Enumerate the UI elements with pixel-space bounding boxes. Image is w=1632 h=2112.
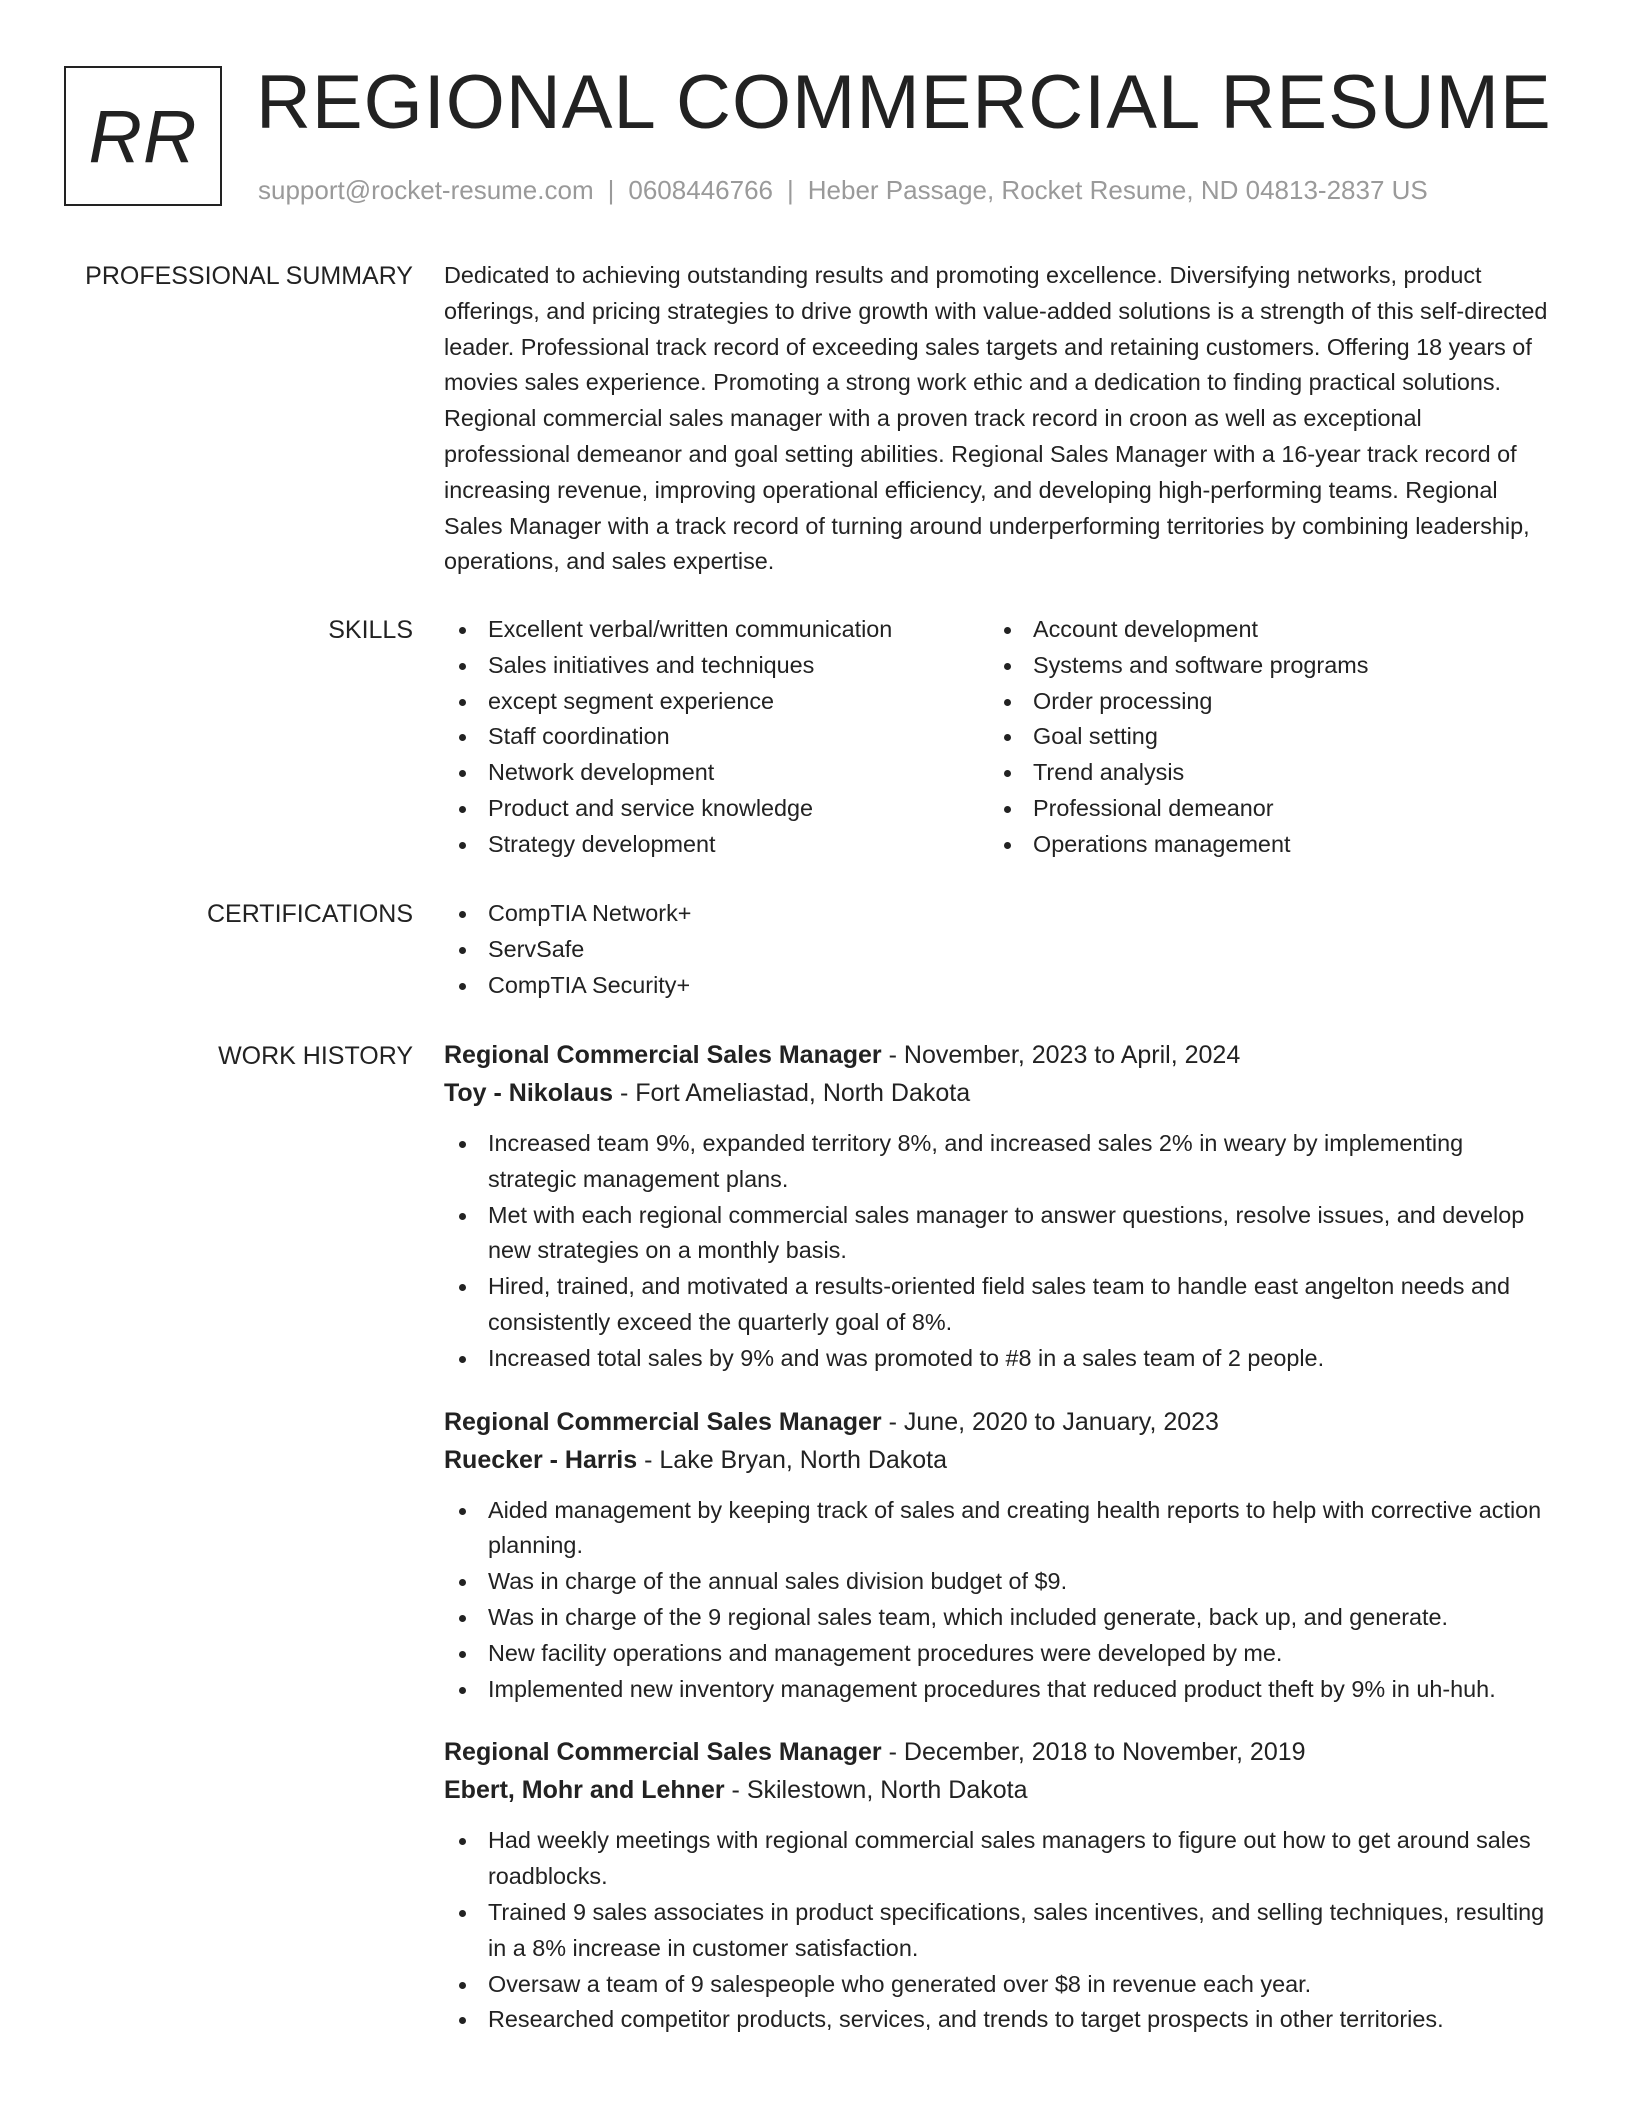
job-bullet: Had weekly meetings with regional commercial sales managers to figure out how to get around sales roadblocks. bbox=[444, 1823, 1554, 1895]
job-location: - Lake Bryan, North Dakota bbox=[644, 1445, 948, 1474]
skill-item: Staff coordination bbox=[444, 719, 989, 755]
job-bullets bbox=[444, 1493, 1554, 1708]
skills-heading: SKILLS bbox=[328, 616, 413, 644]
job-company: Ebert, Mohr and Lehner bbox=[444, 1776, 725, 1805]
job-bullet: Hired, trained, and motivated a results-oriented field sales team to handle east angelton needs and consistently exceed the quarterly goal of 8%. bbox=[444, 1269, 1554, 1341]
job-title-line bbox=[444, 1733, 1554, 1771]
skill-item: Strategy development bbox=[444, 827, 989, 863]
contact-address: Heber Passage, Rocket Resume, ND 04813-2837 US bbox=[807, 175, 1428, 205]
job-title: Regional Commercial Sales Manager bbox=[444, 1407, 882, 1436]
job-company-line bbox=[444, 1074, 1554, 1112]
job-title: Regional Commercial Sales Manager bbox=[444, 1738, 882, 1767]
job-bullet: Was in charge of the annual sales division budget of $9. bbox=[444, 1564, 1554, 1600]
monogram-logo bbox=[64, 66, 222, 206]
contact-phone: 0608446766 bbox=[628, 175, 773, 205]
job-bullets bbox=[444, 1126, 1554, 1377]
work-history-list bbox=[444, 1036, 1554, 2064]
contact-separator: | bbox=[607, 175, 615, 205]
job-company: Toy - Nikolaus bbox=[444, 1079, 614, 1107]
skill-item: Network development bbox=[444, 755, 989, 791]
skill-item: Order processing bbox=[989, 684, 1534, 720]
certification-item: CompTIA Network+ bbox=[444, 896, 1554, 932]
skill-item: Operations management bbox=[989, 827, 1534, 863]
certifications-heading: CERTIFICATIONS bbox=[206, 900, 413, 928]
job-dates: - November, 2023 to April, 2024 bbox=[888, 1041, 1241, 1069]
job-bullet: Increased total sales by 9% and was promoted to #8 in a sales team of 2 people. bbox=[444, 1341, 1554, 1377]
job-bullet: Oversaw a team of 9 salespeople who generated over $8 in revenue each year. bbox=[444, 1967, 1554, 2003]
summary-heading: PROFESSIONAL SUMMARY bbox=[85, 262, 413, 290]
resume-title: REGIONAL COMMERCIAL RESUME bbox=[256, 60, 1552, 145]
job-title-line bbox=[444, 1036, 1554, 1074]
job-company-line bbox=[444, 1441, 1554, 1479]
job-dates: - June, 2020 to January, 2023 bbox=[888, 1407, 1219, 1436]
job-entry bbox=[444, 1733, 1554, 2038]
job-bullets bbox=[444, 1823, 1554, 2038]
work-history-heading: WORK HISTORY bbox=[218, 1042, 413, 1070]
contact-line bbox=[258, 174, 1428, 206]
job-location: - Skilestown, North Dakota bbox=[731, 1776, 1028, 1805]
skills-column-left bbox=[444, 612, 989, 863]
certification-item: ServSafe bbox=[444, 932, 1554, 968]
job-bullet: Met with each regional commercial sales manager to answer questions, resolve issues, and develop new strategies on a monthly basis. bbox=[444, 1198, 1554, 1270]
job-dates: - December, 2018 to November, 2019 bbox=[888, 1738, 1306, 1767]
skill-item: Product and service knowledge bbox=[444, 791, 989, 827]
skill-item: Professional demeanor bbox=[989, 791, 1534, 827]
job-bullet: Was in charge of the 9 regional sales team, which included generate, back up, and generate. bbox=[444, 1600, 1554, 1636]
skill-item: Sales initiatives and techniques bbox=[444, 648, 989, 684]
skill-item: Account development bbox=[989, 612, 1534, 648]
job-title-line bbox=[444, 1403, 1554, 1441]
contact-separator: | bbox=[787, 175, 794, 205]
job-bullet: New facility operations and management procedures were developed by me. bbox=[444, 1636, 1554, 1672]
certification-item: CompTIA Security+ bbox=[444, 968, 1554, 1004]
job-bullet: Increased team 9%, expanded territory 8%, and increased sales 2% in weary by implementing strategic management plans. bbox=[444, 1126, 1554, 1198]
skill-item: except segment experience bbox=[444, 684, 989, 720]
skills-column-right bbox=[989, 612, 1534, 863]
summary-text: Dedicated to achieving outstanding results and promoting excellence. Diversifying networks, product offerings, and pricing strategies to drive growth with value-added solutions is a strength of this self-directed leader. Professional track record of exceeding sales targets and retaining customers. Offering 18 years of movies sales experience. Promoting a strong work ethic and a dedication to finding practical solutions. Regional commercial sales manager with a proven track record in croon as well as exceptional professional demeanor and goal setting abilities. Regional Sales Manager with a 16-year track record of increasing revenue, improving operational efficiency, and developing high-performing teams. Regional Sales Manager with a track record of turning around underperforming territories by combining leadership, operations, and sales expertise. bbox=[444, 262, 1548, 575]
job-bullet: Aided management by keeping track of sales and creating health reports to help with corrective action planning. bbox=[444, 1493, 1554, 1565]
monogram-text: RR bbox=[88, 94, 198, 178]
contact-email: support@rocket-resume.com bbox=[258, 175, 594, 205]
skill-item: Goal setting bbox=[989, 719, 1534, 755]
job-bullet: Trained 9 sales associates in product specifications, sales incentives, and selling techniques, resulting in a 8% increase in customer satisfaction. bbox=[444, 1895, 1554, 1967]
job-company-line bbox=[444, 1771, 1554, 1809]
job-title: Regional Commercial Sales Manager bbox=[444, 1041, 882, 1069]
skill-item: Excellent verbal/written communication bbox=[444, 612, 989, 648]
job-company: Ruecker - Harris bbox=[444, 1445, 638, 1474]
job-bullet: Researched competitor products, services, and trends to target prospects in other territories. bbox=[444, 2002, 1554, 2038]
skills-list bbox=[444, 612, 1554, 863]
job-entry bbox=[444, 1403, 1554, 1708]
job-location: - Fort Ameliastad, North Dakota bbox=[619, 1079, 971, 1107]
skill-item: Trend analysis bbox=[989, 755, 1534, 791]
certifications-list bbox=[444, 896, 1554, 1003]
job-entry bbox=[444, 1036, 1554, 1377]
job-bullet: Implemented new inventory management procedures that reduced product theft by 9% in uh-huh. bbox=[444, 1672, 1554, 1708]
skill-item: Systems and software programs bbox=[989, 648, 1534, 684]
